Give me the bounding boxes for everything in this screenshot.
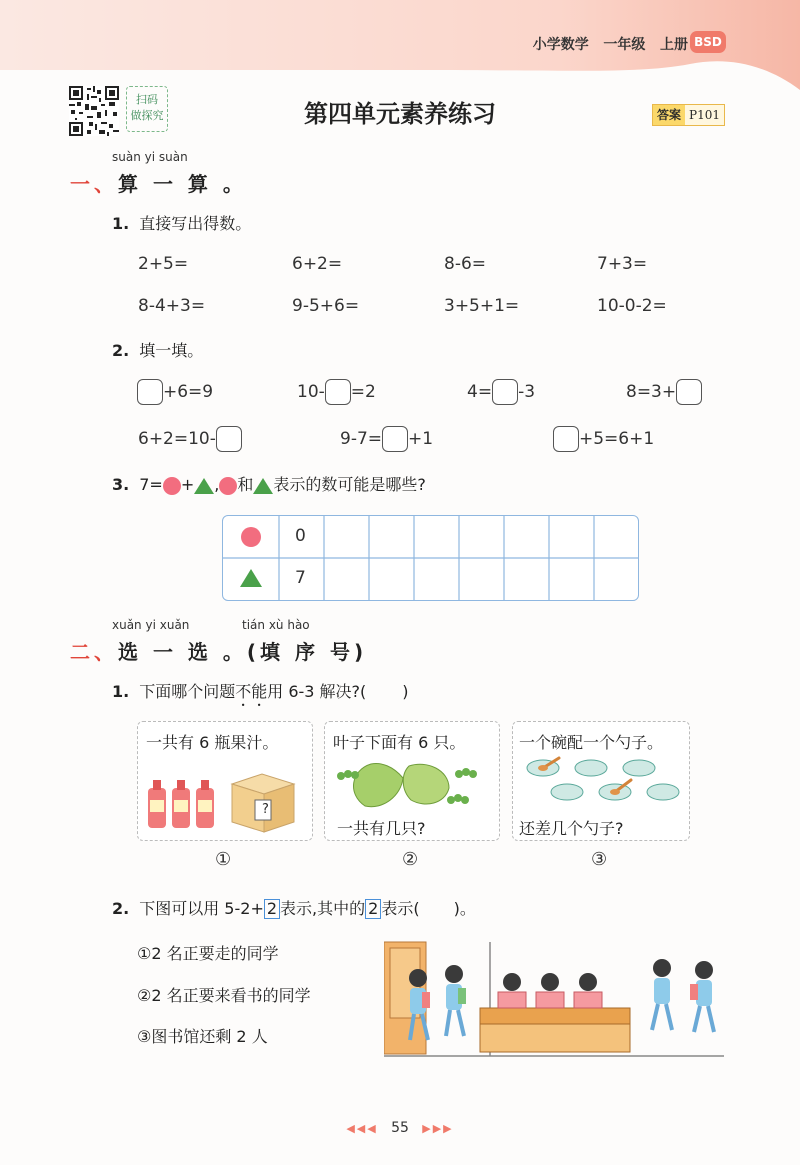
box-question-mark: ? — [262, 802, 269, 817]
eq-r2-4: 10-0-2= — [597, 296, 667, 316]
q2-2-prompt: 2. 下图可以用 5-2+ 2 表示,其中的 2 表示( )。 — [112, 899, 476, 918]
answer-box[interactable] — [325, 379, 351, 405]
card-question: 还差几个勺子? — [519, 819, 624, 838]
option-label-2: ② — [402, 849, 419, 870]
header-info — [533, 34, 688, 54]
option-card-2[interactable] — [324, 721, 500, 841]
fill-r2-2: 9-7= +1 — [340, 426, 433, 452]
triangle-icon — [253, 478, 273, 494]
answer-box[interactable] — [492, 379, 518, 405]
eq-r2-1: 8-4+3= — [138, 296, 206, 316]
section2-pinyin-b: tián xù hào — [242, 618, 310, 632]
card-question: 一共有几只? — [337, 819, 426, 838]
question-text: 填一填。 — [139, 341, 204, 360]
circle-icon — [219, 477, 237, 495]
triangle-icon — [240, 569, 262, 587]
eq-r2-3: 3+5+1= — [444, 296, 520, 316]
table-grid — [223, 516, 638, 600]
answer-box[interactable] — [137, 379, 163, 405]
option-label-1: ① — [215, 849, 232, 870]
q2-1-prompt: 1. 下面哪个问题不能用 6-3 解决?( ) — [112, 682, 409, 701]
fill-r1-1: +6=9 — [137, 379, 213, 405]
q1-1-prompt — [112, 211, 251, 234]
volume-label: 上册 — [660, 37, 688, 53]
section1-pinyin: suàn yi suàn — [112, 150, 188, 164]
card-text: 一共有 6 瓶果汁。 — [146, 733, 279, 752]
circle-icon — [241, 527, 261, 547]
table-cell-triangle-1: 7 — [295, 568, 306, 588]
page-title: 第四单元素养练习 — [304, 100, 496, 128]
emphasis-text: 不能 — [235, 682, 268, 701]
juice-bottles-and-box-icon — [144, 766, 308, 836]
subject-label: 小学数学 — [532, 37, 589, 53]
option-card-3[interactable] — [512, 721, 690, 841]
table-cell-circle-1: 0 — [295, 526, 306, 546]
leaves-caterpillars-icon — [331, 756, 495, 812]
scan-caption-2: 做探究 — [130, 109, 164, 122]
highlighted-number: 2 — [365, 899, 381, 919]
answer-label: 答案 — [657, 108, 682, 122]
section1-number: 一、 — [70, 172, 118, 196]
answer-page: P101 — [685, 105, 724, 125]
fill-r2-3: +5=6+1 — [553, 426, 654, 452]
section1-title: 算 一 算 。 — [118, 172, 247, 196]
answer-box[interactable] — [382, 426, 408, 452]
left-arrows-icon: ◀◀◀ — [346, 1122, 378, 1135]
circle-icon — [163, 477, 181, 495]
option-label-3: ③ — [591, 849, 608, 870]
eq-r1-2: 6+2= — [292, 254, 343, 274]
section2-title: 选 一 选 。(填 序 号) — [118, 640, 368, 664]
fill-r1-2: 10- =2 — [297, 379, 376, 405]
question-number: 2. — [112, 341, 130, 360]
eq-r1-3: 8-6= — [444, 254, 487, 274]
choice-option-2[interactable]: ②2 名正要来看书的同学 — [137, 986, 311, 1005]
eq-r2-2: 9-5+6= — [292, 296, 360, 316]
section2-heading — [70, 636, 367, 665]
section2-pinyin-a: xuǎn yi xuǎn — [112, 618, 190, 632]
scan-caption-1: 扫码 — [136, 93, 158, 106]
question-text: 直接写出得数。 — [139, 214, 252, 233]
page-footer — [0, 1120, 800, 1136]
card-text: 一个碗配一个勺子。 — [519, 733, 664, 752]
triangle-icon — [194, 478, 214, 494]
question-number: 3. — [112, 475, 130, 494]
bowls-spoons-icon — [519, 756, 685, 812]
choice-option-1[interactable]: ①2 名正要走的同学 — [137, 944, 279, 963]
edition-badge: BSD — [690, 31, 726, 53]
fill-r1-3: 4= -3 — [467, 379, 535, 405]
highlighted-number: 2 — [264, 899, 280, 919]
section1-heading — [70, 168, 247, 197]
answer-box[interactable] — [216, 426, 242, 452]
q1-3-prompt: 3. 7= + , 和 表示的数可能是哪些? — [112, 475, 426, 494]
option-card-1[interactable] — [137, 721, 313, 841]
question-number: 1. — [112, 682, 130, 701]
choice-option-3[interactable]: ③图书馆还剩 2 人 — [137, 1027, 268, 1046]
eq-r1-4: 7+3= — [597, 254, 648, 274]
page-number: 55 — [391, 1120, 409, 1136]
combination-table — [222, 515, 639, 601]
fill-r1-4: 8=3+ — [626, 379, 702, 405]
right-arrows-icon: ▶▶▶ — [422, 1122, 454, 1135]
answer-reference[interactable] — [652, 104, 725, 126]
question-number: 2. — [112, 899, 130, 918]
card-text: 叶子下面有 6 只。 — [333, 733, 466, 752]
fill-r2-1: 6+2=10- — [138, 426, 242, 452]
library-students-illustration — [384, 938, 724, 1058]
answer-box[interactable] — [676, 379, 702, 405]
section2-number: 二、 — [70, 640, 118, 664]
grade-label: 一年级 — [603, 37, 646, 53]
answer-box[interactable] — [553, 426, 579, 452]
q1-2-prompt — [112, 338, 203, 361]
question-number: 1. — [112, 214, 130, 233]
eq-r1-1: 2+5= — [138, 254, 189, 274]
